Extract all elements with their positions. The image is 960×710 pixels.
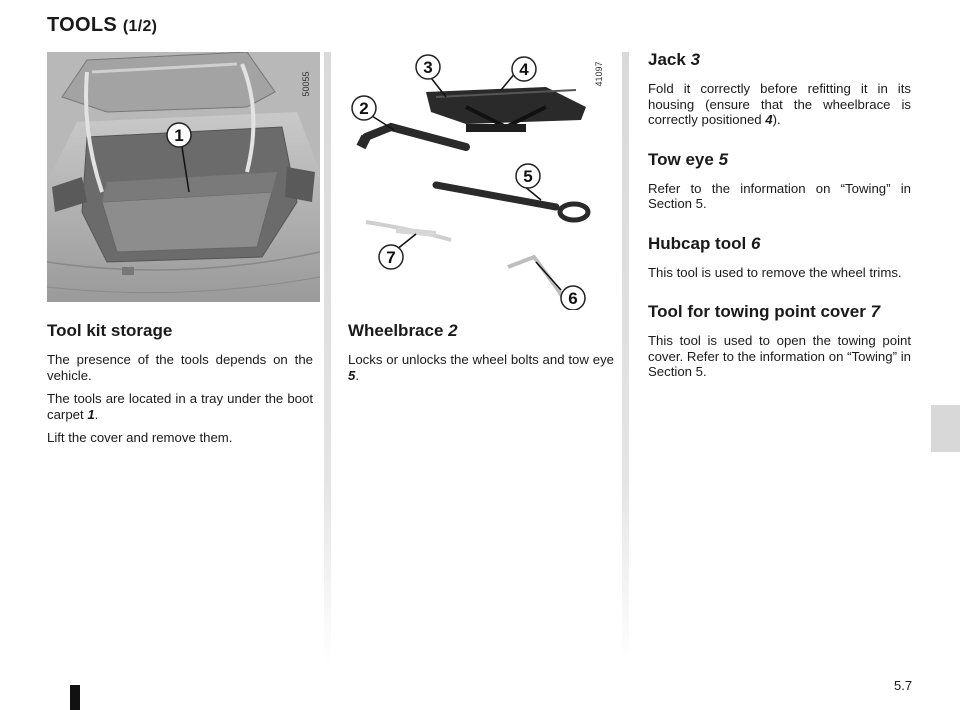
figure-middle-code: 41097: [594, 61, 604, 87]
callout-5: 5: [523, 167, 533, 186]
tool-kit-storage-p2: [47, 391, 313, 422]
jack-text-ref: 4: [765, 112, 773, 127]
tool-kit-storage-p1: The presence of the tools depends on the vehicle.: [47, 352, 313, 383]
hubcap-heading-ref: 6: [750, 233, 761, 253]
page-title-part: (1/2): [122, 18, 158, 35]
p2-end: .: [94, 406, 99, 422]
wheelbrace-heading-text: Wheelbrace: [348, 321, 444, 340]
tow-eye-heading-ref: 5: [718, 149, 729, 169]
column-tool-kit-storage: [47, 321, 313, 454]
tow-eye-heading: [648, 150, 911, 170]
cover-heading-ref: 7: [870, 302, 881, 321]
jack-heading: [648, 50, 911, 70]
wheelbrace-heading: [348, 321, 614, 341]
jack-text-end: ).: [772, 112, 781, 127]
corner-mark: [70, 685, 80, 710]
jack-text: [648, 81, 911, 128]
callout-3: 3: [423, 58, 433, 77]
tools-figure: [336, 52, 616, 310]
p2-ref: 1: [87, 406, 95, 422]
wheelbrace-end: .: [355, 367, 360, 383]
wheelbrace-ref: 5: [348, 367, 356, 383]
tool-kit-storage-heading: Tool kit storage: [47, 321, 173, 340]
page-title: [47, 14, 157, 37]
wheelbrace-p1: [348, 352, 614, 383]
page-title-text: TOOLS: [47, 14, 118, 36]
towing-cover-tool-text: This tool is used to open the towing point cover. Refer to the information on “Towing” in Section 5.: [648, 333, 911, 379]
wheelbrace-text: Locks or unlocks the wheel bolts and tow eye: [348, 352, 614, 367]
figure-left-code: 50055: [301, 71, 311, 97]
page-number: 5.7: [894, 678, 913, 693]
callout-6: 6: [568, 289, 578, 308]
column-divider-left: [324, 52, 331, 662]
wheelbrace-heading-ref: 2: [448, 321, 458, 340]
callout-4: 4: [519, 60, 529, 79]
hubcap-tool-heading: [648, 234, 911, 254]
tow-eye-text: Refer to the information on “Towing” in Section 5.: [648, 180, 911, 211]
column-tools-list: [648, 50, 911, 388]
boot-storage-figure: [47, 52, 320, 302]
hubcap-heading-text: Hubcap tool: [648, 233, 747, 253]
section-tab: [931, 405, 960, 452]
callout-1: 1: [174, 126, 184, 145]
jack-heading-text: Jack: [648, 50, 686, 69]
p2-text: The tools are located in a tray under the boot carpet: [47, 391, 313, 422]
jack-text-body: Fold it correctly before refitting it in its housing (ensure that the wheelbrace is correctly positioned: [648, 81, 911, 127]
callout-7: 7: [386, 248, 396, 267]
cover-heading-text: Tool for towing point cover: [648, 302, 866, 321]
hubcap-tool-text: This tool is used to remove the wheel trims.: [648, 264, 902, 280]
callout-2: 2: [359, 99, 369, 118]
tow-eye-heading-text: Tow eye: [648, 149, 714, 169]
jack-heading-ref: 3: [690, 50, 701, 69]
column-divider-right: [622, 52, 629, 662]
column-wheelbrace: [348, 321, 614, 391]
tool-kit-storage-p3: Lift the cover and remove them.: [47, 430, 233, 445]
towing-cover-tool-heading: [648, 302, 911, 322]
